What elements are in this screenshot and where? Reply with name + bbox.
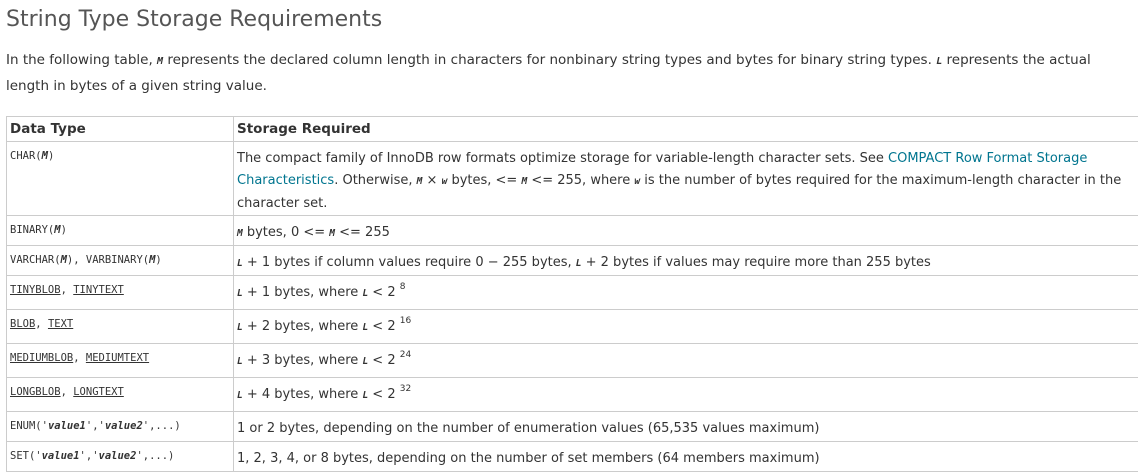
code-text: ) xyxy=(60,224,67,236)
type-code-varchar xyxy=(10,254,162,266)
desc-text: + 3 bytes, where xyxy=(242,353,363,368)
exponent: 24 xyxy=(399,350,412,360)
type-cell-mediumblob xyxy=(7,344,234,378)
exponent: 8 xyxy=(399,282,406,292)
desc-text: <= 255 xyxy=(335,225,390,240)
table-row-char xyxy=(7,142,1138,216)
code-text: , xyxy=(60,284,74,296)
type-cell-blob xyxy=(7,310,234,344)
var-l: L xyxy=(362,390,369,401)
type-cell-char xyxy=(7,142,234,216)
desc-text: . Otherwise, xyxy=(334,173,417,188)
exponent: 32 xyxy=(399,384,412,394)
type-cell-binary xyxy=(7,216,234,246)
code-var: value1 xyxy=(41,450,80,462)
code-text: ',...) xyxy=(142,420,181,432)
code-text: ), VARBINARY( xyxy=(66,254,150,266)
type-cell-longblob xyxy=(7,378,234,412)
var-l: L xyxy=(362,322,369,333)
desc-text: + 2 bytes if values may require more than 255 bytes xyxy=(581,255,931,270)
type-cell-tinyblob xyxy=(7,276,234,310)
storage-cell-set: 1, 2, 3, 4, or 8 bytes, depending on the number of set members (64 members maximum) xyxy=(234,442,1138,472)
table-header-row xyxy=(7,117,1138,142)
code-text: ) xyxy=(155,254,162,266)
code-var: M xyxy=(41,150,48,162)
type-code-enum xyxy=(10,420,181,432)
type-code-tinyblob xyxy=(10,284,124,296)
type-code-mediumblob xyxy=(10,352,149,364)
type-code-char xyxy=(10,150,54,162)
var-l: L xyxy=(237,288,243,299)
var-w: w xyxy=(441,176,448,187)
type-cell-varchar xyxy=(7,246,234,276)
table-row-enum xyxy=(7,412,1138,442)
table-row-tinyblob xyxy=(7,276,1138,310)
header-data-type: Data Type xyxy=(7,117,234,142)
code-text: TEXT xyxy=(47,318,74,330)
table-row-set xyxy=(7,442,1138,472)
type-cell-set xyxy=(7,442,234,472)
code-text: SET(' xyxy=(10,450,42,462)
var-l: L xyxy=(362,288,369,299)
table-row-blob xyxy=(7,310,1138,344)
code-text: VARCHAR( xyxy=(10,254,61,266)
compact-row-format-link[interactable]: COMPACT Row Format Storage Characteristics xyxy=(237,151,1088,188)
code-text: , xyxy=(60,386,74,398)
desc-text: < 2 xyxy=(368,387,400,402)
desc-text: < 2 xyxy=(368,353,400,368)
storage-cell-mediumblob xyxy=(234,344,1138,378)
code-text: CHAR( xyxy=(10,150,42,162)
var-l: L xyxy=(237,322,243,333)
code-text: MEDIUMBLOB xyxy=(10,352,74,364)
var-m: M xyxy=(521,176,528,187)
storage-cell-char xyxy=(234,142,1138,216)
intro-var-m: M xyxy=(157,56,164,67)
code-text: TINYBLOB xyxy=(10,284,61,296)
storage-cell-varchar xyxy=(234,246,1138,276)
type-code-blob xyxy=(10,318,73,330)
code-text: MEDIUMTEXT xyxy=(85,352,150,364)
desc-text: <= 255, where xyxy=(527,173,635,188)
table-row-mediumblob xyxy=(7,344,1138,378)
code-text: ',' xyxy=(79,450,99,462)
var-m: M xyxy=(416,176,423,187)
exponent: 16 xyxy=(399,316,412,326)
intro-text-3: represents the actual length in bytes of a given string value. xyxy=(6,52,1091,94)
table-row-longblob xyxy=(7,378,1138,412)
var-l: L xyxy=(362,356,369,367)
desc-text: + 4 bytes, where xyxy=(242,387,363,402)
storage-cell-binary xyxy=(234,216,1138,246)
var-l: L xyxy=(237,258,243,269)
code-text: ',' xyxy=(85,420,105,432)
code-text: ) xyxy=(47,150,55,162)
type-code-set xyxy=(10,450,174,462)
code-var: M xyxy=(149,254,156,266)
page-title: String Type Storage Requirements xyxy=(6,7,383,32)
desc-text: The compact family of InnoDB row formats optimize storage for variable-length character sets. See xyxy=(237,151,889,166)
desc-text: + 1 bytes, where xyxy=(242,285,363,300)
desc-text: × xyxy=(422,173,442,188)
desc-text: bytes, <= xyxy=(447,173,522,188)
type-code-longblob xyxy=(10,386,124,398)
code-var: M xyxy=(60,254,67,266)
desc-text: < 2 xyxy=(368,319,400,334)
intro-paragraph xyxy=(6,48,1134,99)
code-text: BINARY( xyxy=(10,224,55,236)
code-text: LONGTEXT xyxy=(73,386,124,398)
storage-cell-tinyblob xyxy=(234,276,1138,310)
code-text: ',...) xyxy=(136,450,175,462)
var-m: M xyxy=(237,228,243,239)
code-text: ENUM(' xyxy=(10,420,48,432)
var-l: L xyxy=(575,258,582,269)
intro-var-l: L xyxy=(936,56,943,67)
storage-cell-enum: 1 or 2 bytes, depending on the number of enumeration values (65,535 values maximum) xyxy=(234,412,1138,442)
var-m: M xyxy=(329,228,335,239)
desc-text: is the number of bytes required for the maximum-length character in the character set. xyxy=(237,173,1122,211)
header-storage-required: Storage Required xyxy=(234,117,1138,142)
var-l: L xyxy=(237,390,243,401)
intro-text-1: In the following table, xyxy=(6,52,158,68)
desc-text: + 2 bytes, where xyxy=(242,319,363,334)
desc-text: < 2 xyxy=(368,285,400,300)
table-row-binary xyxy=(7,216,1138,246)
code-text: , xyxy=(35,318,48,330)
code-var: M xyxy=(54,224,61,236)
storage-cell-blob xyxy=(234,310,1138,344)
storage-table xyxy=(6,116,1138,472)
code-text: BLOB xyxy=(10,318,36,330)
code-text: TINYTEXT xyxy=(73,284,124,296)
var-l: L xyxy=(237,356,243,367)
var-w: w xyxy=(634,176,641,187)
code-var: value2 xyxy=(104,420,143,432)
desc-text: + 1 bytes if column values require 0 − 255 bytes, xyxy=(242,255,576,270)
intro-text-2: represents the declared column length in characters for nonbinary string types and bytes for binary string types. xyxy=(163,52,937,68)
code-text: LONGBLOB xyxy=(10,386,61,398)
code-text: , xyxy=(73,352,86,364)
type-cell-enum xyxy=(7,412,234,442)
table-row-varchar xyxy=(7,246,1138,276)
storage-cell-longblob xyxy=(234,378,1138,412)
desc-text: bytes, 0 <= xyxy=(242,225,330,240)
code-var: value1 xyxy=(47,420,86,432)
code-var: value2 xyxy=(98,450,137,462)
type-code-binary xyxy=(10,224,67,236)
